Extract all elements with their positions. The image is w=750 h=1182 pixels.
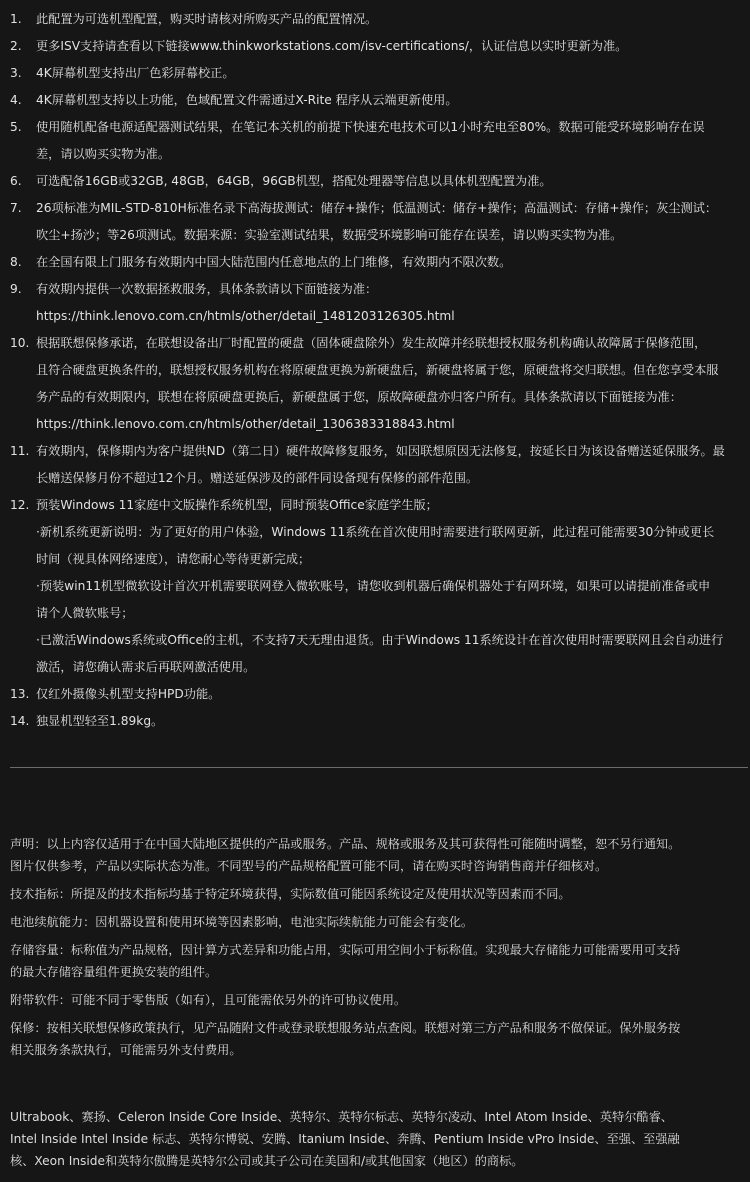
disclaimer-text: 技术指标：所提及的技术指标均基于特定环境获得，实际数值可能因系统设定及使用状况等因素而不同。 <box>10 887 571 901</box>
disclaimer-text: 声明：以上内容仅适用于在中国大陆地区提供的产品或服务。产品、规格或服务及其可获得性可能随时调整，恕不另行通知。 <box>10 837 681 851</box>
footnote-number: 12. <box>10 498 30 512</box>
footnote-number: 13. <box>10 687 30 701</box>
disclaimer-text: 电池续航能力：因机器设置和使用环境等因素影响，电池实际续航能力可能会有变化。 <box>10 915 474 929</box>
footnote-item <box>10 249 748 276</box>
footnote-text: 4K屏幕机型支持出厂色彩屏幕校正。 <box>36 66 235 80</box>
footnote-text: 26项标准为MIL-STD-810H标准名录下高海拔测试：储存+操作；低温测试：储存+操作；高温测试：存储+操作；灰尘测试： <box>36 201 718 215</box>
footnote-link[interactable]: https://think.lenovo.com.cn/htmls/other/detail_1306383318843.html <box>36 417 455 431</box>
footnote-item <box>10 33 748 60</box>
footnote-item <box>10 195 748 249</box>
footnote-text: ·新机系统更新说明：为了更好的用户体验，Windows 11系统在首次使用时需要进行联网更新，此过程可能需要30分钟或更长 <box>36 525 715 539</box>
footnote-text: 有效期内，保修期内为客户提供ND（第二日）硬件故障修复服务，如因联想原因无法修复，按延长日为该设备赠送延保服务。最 <box>36 444 725 458</box>
footnote-text: 独显机型轻至1.89kg。 <box>36 714 164 728</box>
footnote-text: 可选配备16GB或32GB, 48GB，64GB，96GB机型，搭配处理器等信息以具体机型配置为准。 <box>36 174 552 188</box>
footnote-number: 6. <box>10 174 22 188</box>
footnote-text: 有效期内提供一次数据拯救服务，具体条款请以下面链接为准： <box>36 282 378 296</box>
footnote-link[interactable]: https://think.lenovo.com.cn/htmls/other/detail_1481203126305.html <box>36 309 455 323</box>
footnote-text: 激活，请您确认需求后再联网激活使用。 <box>36 660 256 674</box>
trademark-text: 核、Xeon Inside和英特尔傲腾是英特尔公司或其子公司在美国和/或其他国家（地区）的商标。 <box>10 1154 524 1168</box>
footnote-number: 7. <box>10 201 22 215</box>
footnote-text: 仅红外摄像头机型支持HPD功能。 <box>36 687 221 701</box>
footnote-item <box>10 681 748 708</box>
footnote-item <box>10 168 748 195</box>
section-divider <box>10 767 748 768</box>
footnote-text: 更多ISV支持请查看以下链接www.thinkworkstations.com/isv-certifications/，认证信息以实时更新为准。 <box>36 39 628 53</box>
footnote-number: 14. <box>10 714 30 728</box>
footnote-item <box>10 708 748 735</box>
footnote-number: 4. <box>10 93 22 107</box>
footnote-item <box>10 276 748 330</box>
footnote-item <box>10 60 748 87</box>
disclaimer-text: 附带软件：可能不同于零售版（如有），且可能需依另外的许可协议使用。 <box>10 993 407 1007</box>
disclaimer-paragraph <box>10 1017 750 1061</box>
disclaimer-paragraph <box>10 939 750 983</box>
trademark-text: Ultrabook、赛扬、Celeron Inside Core Inside、英特尔、英特尔标志、英特尔凌动、Intel Atom Inside、英特尔酷睿、 <box>10 1110 673 1124</box>
disclaimer-paragraph <box>10 883 750 905</box>
footnote-text: ·已激活Windows系统或Office的主机，不支持7天无理由退货。由于Windows 11系统设计在首次使用时需要联网且会自动进行 <box>36 633 724 647</box>
footnotes-list <box>10 6 748 735</box>
footnote-item <box>10 438 748 492</box>
disclaimer-text: 的最大存储容量组件更换安装的组件。 <box>10 965 218 979</box>
footnote-text: 预装Windows 11家庭中文版操作系统机型，同时预装Office家庭学生版； <box>36 498 438 512</box>
trademark-text: Intel Inside Intel Inside 标志、英特尔博锐、安腾、Itanium Inside、奔腾、Pentium Inside vPro Inside、至强、至强融 <box>10 1132 680 1146</box>
disclaimer-text: 保修：按相关联想保修政策执行，见产品随附文件或登录联想服务站点查阅。联想对第三方产品和服务不做保证。保外服务按 <box>10 1021 681 1035</box>
footnote-text: 务产品的有效期限内，联想在将原硬盘更换后，新硬盘属于您，原故障硬盘亦归客户所有。具体条款请以下面链接为准： <box>36 390 682 404</box>
footnote-number: 3. <box>10 66 22 80</box>
disclaimer-text: 存储容量：标称值为产品规格，因计算方式差异和功能占用，实际可用空间小于标称值。实现最大存储能力可能需要用可支持 <box>10 943 681 957</box>
footnote-text: 长赠送保修月份不超过12个月。赠送延保涉及的部件同设备现有保修的部件范围。 <box>36 471 479 485</box>
disclaimer-paragraph <box>10 833 750 877</box>
footnote-number: 2. <box>10 39 22 53</box>
disclaimer-paragraph <box>10 911 750 933</box>
footnote-item <box>10 492 748 681</box>
disclaimer-paragraph <box>10 989 750 1011</box>
footnote-text: 此配置为可选机型配置，购买时请核对所购买产品的配置情况。 <box>36 12 378 26</box>
footnote-number: 9. <box>10 282 22 296</box>
footnote-text: 使用随机配备电源适配器测试结果，在笔记本关机的前提下快速充电技术可以1小时充电至80%。数据可能受环境影响存在误 <box>36 120 705 134</box>
footnote-number: 8. <box>10 255 22 269</box>
disclaimer-text: 图片仅供参考，产品以实际状态为准。不同型号的产品规格配置可能不同，请在购买时咨询销售商并仔细核对。 <box>10 859 608 873</box>
footnote-item <box>10 6 748 33</box>
footnote-item <box>10 114 748 168</box>
footnote-number: 5. <box>10 120 22 134</box>
footnote-item <box>10 330 748 438</box>
footnote-text: 且符合硬盘更换条件的，联想授权服务机构在将原硬盘更换为新硬盘后，新硬盘将属于您，原硬盘将交归联想。但在您享受本服 <box>36 363 719 377</box>
disclaimer-text: 相关服务条款执行，可能需另外支付费用。 <box>10 1043 242 1057</box>
footnote-number: 10. <box>10 336 30 350</box>
footnote-text: 根据联想保修承诺，在联想设备出厂时配置的硬盘（固体硬盘除外）发生故障并经联想授权服务机构确认故障属于保修范围， <box>36 336 707 350</box>
footnote-item <box>10 87 748 114</box>
trademark-notice <box>10 1106 750 1172</box>
footnote-text: 4K屏幕机型支持以上功能，色域配置文件需通过X-Rite 程序从云端更新使用。 <box>36 93 458 107</box>
footnote-text: 在全国有限上门服务有效期内中国大陆范围内任意地点的上门维修，有效期内不限次数。 <box>36 255 512 269</box>
footnote-number: 11. <box>10 444 30 458</box>
disclaimer-section <box>10 833 750 1067</box>
footnote-text: ·预装win11机型微软设计首次开机需要联网登入微软账号，请您收到机器后确保机器处于有网环境，如果可以请提前准备或申 <box>36 579 711 593</box>
footnote-number: 1. <box>10 12 22 26</box>
footnote-text: 吹尘+扬沙；等26项测试。数据来源：实验室测试结果，数据受环境影响可能存在误差，请以购买实物为准。 <box>36 228 623 242</box>
footnote-text: 时间（视具体网络速度），请您耐心等待更新完成； <box>36 552 311 566</box>
footnote-text: 差，请以购买实物为准。 <box>36 147 171 161</box>
footnote-text: 请个人微软账号； <box>36 606 134 620</box>
